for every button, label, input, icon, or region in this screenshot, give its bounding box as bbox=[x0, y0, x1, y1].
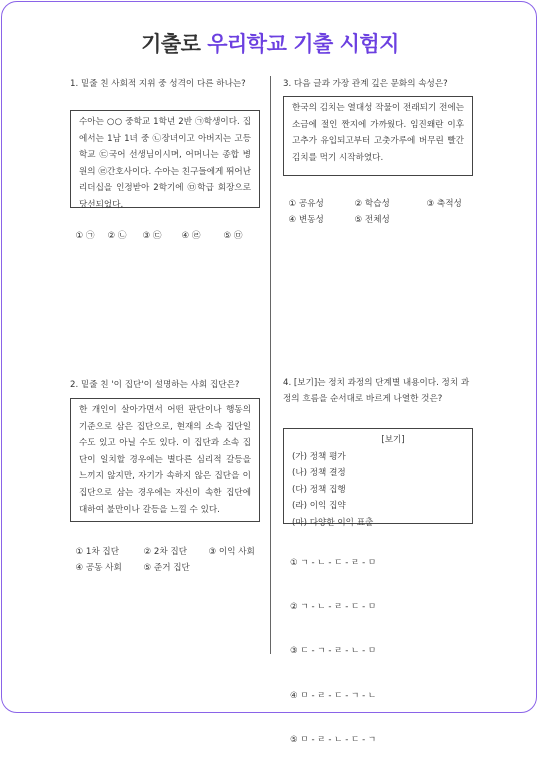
q1-option-5[interactable]: ⑤ ㉤ bbox=[223, 231, 243, 241]
question-2-passage: 한 개인이 살아가면서 어떤 판단이나 행동의 기준으로 삼은 집단으로, 현재의 소속 집단일 수도 있고 아닐 수도 있다. 이 집단과 소속 집단이 일치할 경우에는 별다른 심리적 갈등을 느끼지 않지만, 자기가 속하지 않은 집단을 이 집단으로 삼는 경우에는 자신이 속한 집단에 대하여 불만이나 갈등을 느낄 수 있다. bbox=[70, 398, 260, 522]
q4-option-5[interactable]: ⑤ ㅁ - ㄹ - ㄴ - ㄷ - ㄱ bbox=[290, 735, 377, 746]
box-item: (라) 이익 집약 bbox=[292, 501, 346, 512]
box-item: (가) 정책 평가 bbox=[292, 451, 346, 462]
question-2-options-row-2 bbox=[70, 544, 190, 576]
column-divider bbox=[270, 76, 271, 654]
q2-option-4[interactable]: ④ 공동 사회 bbox=[75, 563, 122, 573]
q2-option-2[interactable]: ② 2차 집단 bbox=[143, 547, 188, 557]
box-item: (마) 다양한 이익 표출 bbox=[292, 517, 374, 528]
question-4-options bbox=[290, 526, 376, 763]
question-4-box-title: [보기] bbox=[381, 435, 405, 445]
q3-option-5[interactable]: ⑤ 전체성 bbox=[354, 215, 390, 225]
q3-option-3[interactable]: ③ 축적성 bbox=[426, 199, 462, 209]
q4-option-2[interactable]: ② ㄱ - ㄴ - ㄹ - ㄷ - ㅁ bbox=[290, 601, 377, 612]
q3-option-2[interactable]: ② 학습성 bbox=[354, 199, 390, 209]
question-1-passage: 수아는 ○○ 중학교 1학년 2반 ㉠학생이다. 집에서는 1남 1녀 중 ㉡장녀이고 아버지는 고등학교 ㉢국어 선생님이시며, 어머니는 종합 병원의 ㉣간호사이다. 수아는 친구들에게 뛰어난 리더십을 인정받아 2학기에 ㉤학급 회장으로 당선되었다. bbox=[70, 110, 260, 208]
q2-option-1[interactable]: ① 1차 집단 bbox=[75, 547, 120, 557]
question-1-options bbox=[70, 212, 243, 244]
q4-option-3[interactable]: ③ ㄷ - ㄱ - ㄹ - ㄴ - ㅁ bbox=[290, 646, 377, 657]
question-3-stem: 3. 다음 글과 가장 관계 깊은 문화의 속성은? bbox=[283, 79, 448, 89]
q1-option-1[interactable]: ① ㉠ bbox=[75, 231, 95, 241]
box-item: (다) 정책 집행 bbox=[292, 484, 346, 495]
box-item: (나) 정책 결정 bbox=[292, 468, 346, 479]
page-title bbox=[0, 28, 540, 58]
q1-option-2[interactable]: ② ㉡ bbox=[107, 231, 127, 241]
question-3-options-row-2 bbox=[283, 196, 390, 228]
q4-option-1[interactable]: ① ㄱ - ㄴ - ㄷ - ㄹ - ㅁ bbox=[290, 557, 377, 568]
question-4-stem: 4. [보기]는 정치 과정의 단계별 내용이다. 정치 과정의 흐름을 순서대로 바르게 나열한 것은? bbox=[283, 378, 470, 405]
q3-option-4[interactable]: ④ 변동성 bbox=[288, 215, 324, 225]
q2-option-5[interactable]: ⑤ 준거 집단 bbox=[143, 563, 190, 573]
question-1-stem: 1. 밑줄 친 사회적 지위 중 성격이 다른 하나는? bbox=[70, 79, 246, 89]
q1-option-3[interactable]: ③ ㉢ bbox=[142, 231, 162, 241]
q1-option-4[interactable]: ④ ㉣ bbox=[181, 231, 201, 241]
q2-option-3[interactable]: ③ 이익 사회 bbox=[208, 547, 255, 557]
question-2-stem: 2. 밑줄 친 '이 집단'이 설명하는 사회 집단은? bbox=[70, 380, 240, 390]
title-prefix: 기출로 bbox=[141, 32, 208, 56]
q4-option-4[interactable]: ④ ㅁ - ㄹ - ㄷ - ㄱ - ㄴ bbox=[290, 690, 377, 701]
q3-option-1[interactable]: ① 공유성 bbox=[288, 199, 324, 209]
question-3-passage: 한국의 김치는 열대성 작물이 전래되기 전에는 소금에 절인 짠지에 가까웠다. 임진왜란 이후 고추가 유입되고부터 고춧가루에 버무린 빨간 김치를 먹기 시작하였다. bbox=[283, 96, 473, 176]
question-4-box bbox=[283, 428, 473, 528]
title-highlight: 우리학교 기출 시험지 bbox=[207, 32, 399, 56]
